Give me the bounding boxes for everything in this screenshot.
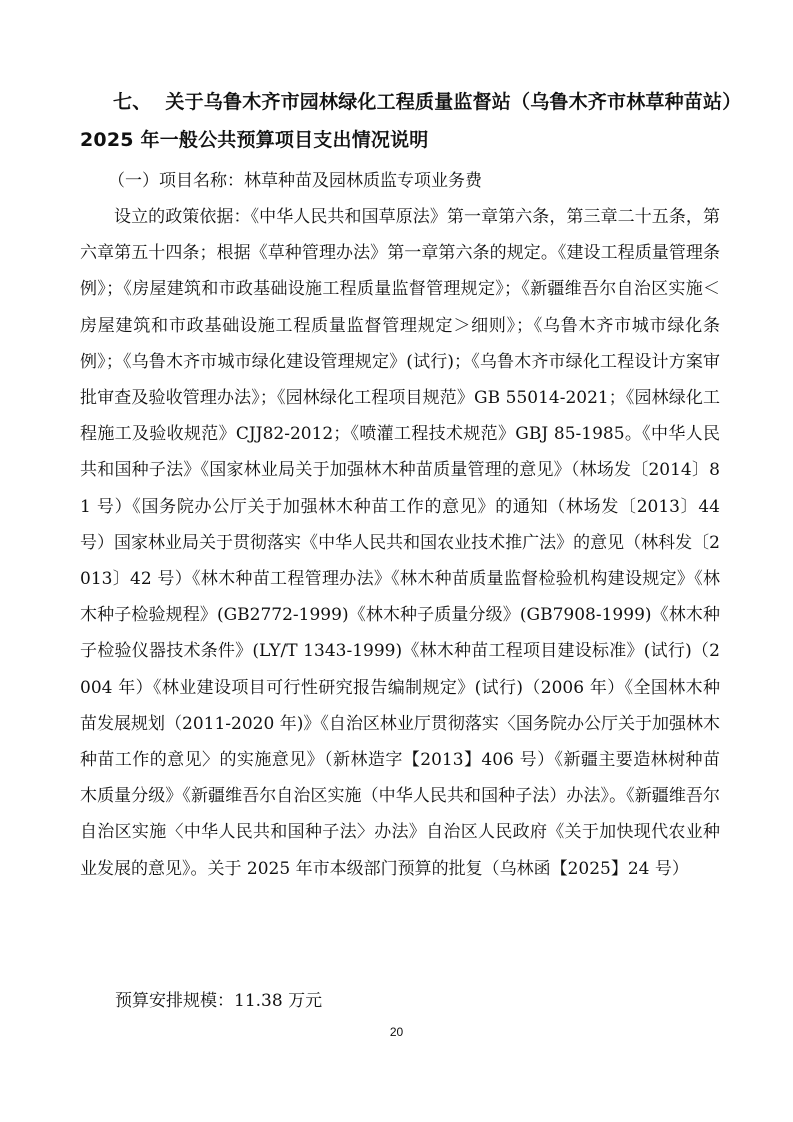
section-number: 七、 xyxy=(113,91,152,113)
policy-basis-paragraph: 设立的政策依据：《中华人民共和国草原法》第一章第六条，第三章二十五条，第六章第五十四条；根据《草种管理办法》第一章第六条的规定。《建设工程质量管理条例》；《房屋建筑和市政基础设施工程质量监督管理规定》；《新疆维吾尔自治区实施＜房屋建筑和市政基础设施工程质量监督管理规定＞细则》；《乌鲁木齐市城市绿化条例》；《乌鲁木齐市城市绿化建设管理规定》(试行)；《乌鲁木齐市绿化工程设计方案审批审查及验收管理办法》；《园林绿化工程项目规范》GB 55014-2021；《园林绿化工程施工及验收规范》CJJ82-2012；《喷灌工程技术规范》GBJ 85-1985。《中华人民共和国种子法》《国家林业局关于加强林木种苗质量管理的意见》（林场发〔2014〕81 号）《国务院办公厅关于加强林木种苗工作的意见》的通知（林场发〔2013〕44 号）国家林业局关于贯彻落实《中华人民共和国农业技术推广法》的意见（林科发〔2013〕42 号）《林木种苗工程管理办法》《林木种苗质量监督检验机构建设规定》《林木种子检验规程》(GB2772-1999)《林木种子质量分级》(GB7908-1999)《林木种子检验仪器技术条件》(LY/T 1343-1999)《林木种苗工程项目建设标准》(试行)（2004 年）《林业建设项目可行性研究报告编制规定》(试行)（2006 年）《全国林木种苗发展规划（2011-2020 年)》《自治区林业厅贯彻落实〈国务院办公厅关于加强林木种苗工作的意见〉的实施意见》（新林造字【2013】406 号）《新疆主要造林树种苗木质量分级》《新疆维吾尔自治区实施（中华人民共和国种子法）办法》。《新疆维吾尔自治区实施〈中华人民共和国种子法〉办法》自治区人民政府《关于加快现代农业种业发展的意见》。关于 2025 年市本级部门预算的批复（乌林函【2025】24 号） xyxy=(80,207,720,879)
project-name: （一）项目名称：林草种苗及园林质监专项业务费 xyxy=(108,171,482,191)
section-heading-line1 xyxy=(113,87,741,114)
budget-scale: 预算安排规模：11.38 万元 xyxy=(115,991,323,1011)
section-title-line1: 关于乌鲁木齐市园林绿化工程质量监督站（乌鲁木齐市林草种苗站） xyxy=(165,91,742,113)
section-title-line2: 2025 年一般公共预算项目支出情况说明 xyxy=(80,129,429,151)
page-number: 20 xyxy=(389,1025,404,1039)
